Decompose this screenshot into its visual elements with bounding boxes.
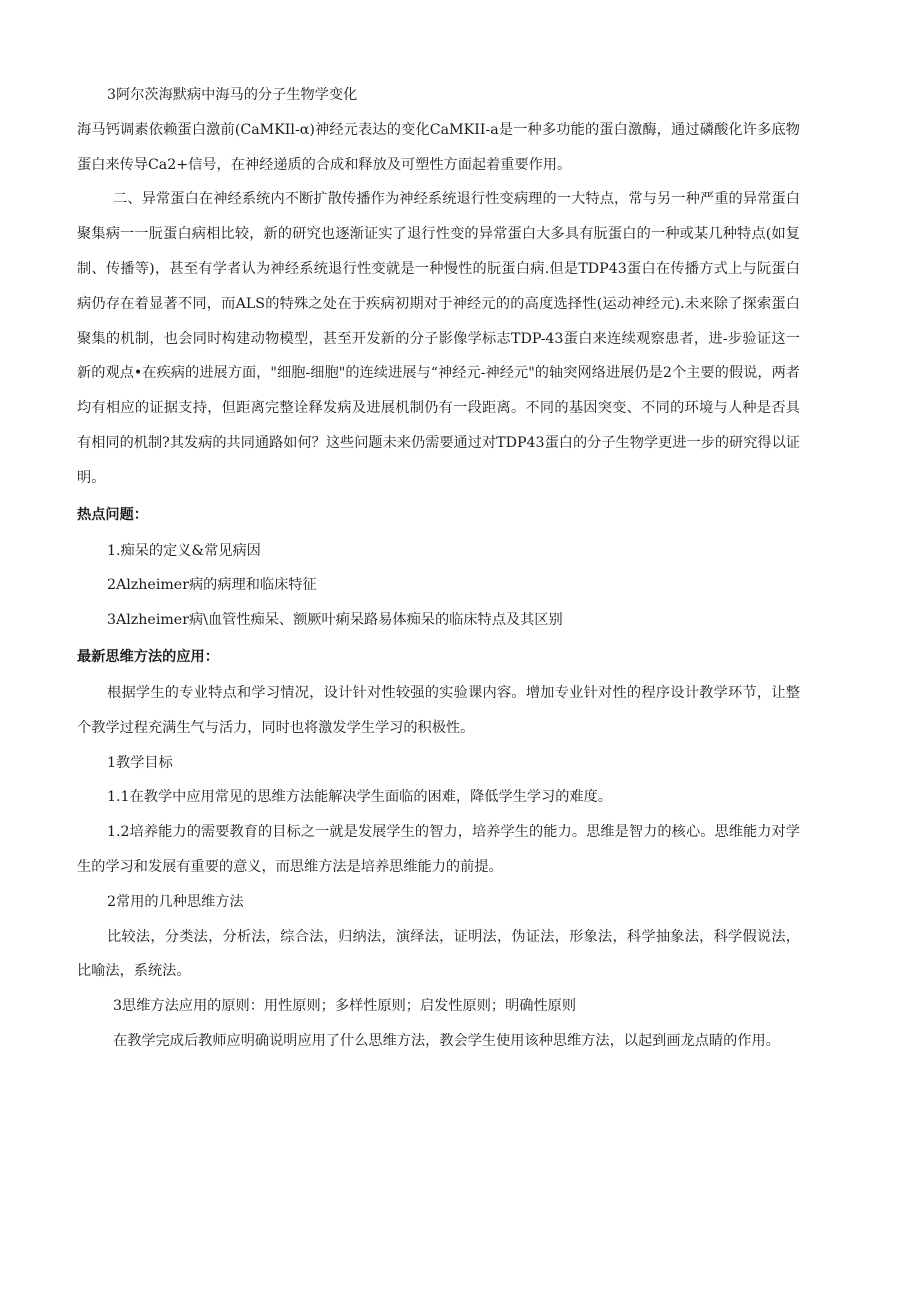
- heading-thinking-methods: 最新思维方法的应用：: [77, 648, 219, 665]
- paragraph-closing: 在教学完成后教师应明确说明应用了什么思维方法，教会学生使用该种思维方法，以起到画龙点睛的作用。: [113, 1032, 780, 1049]
- heading-hot-topics: 热点问题：: [77, 506, 148, 523]
- paragraph-methods-list: 比较法，分类法，分析法，综合法，归纳法，演绎法，证明法，伪证法，形象法，科学抽象法，科学假说法，比喻法，系统法。: [77, 928, 800, 980]
- paragraph-principles: 3思维方法应用的原则：用性原则；多样性原则；启发性原则；明确性原则: [113, 998, 577, 1015]
- subheading-teaching-goals: 1教学目标: [107, 754, 173, 771]
- paragraph-abnormal-protein: 二、异常蛋白在神经系统内不断扩散传播作为神经系统退行性变病理的一大特点，常与另一种严重的异常蛋白聚集病一一朊蛋白病相比较，新的研究也逐渐证实了退行性变的异常蛋白大多具有朊蛋白的一种或某几种特点(如复制、传播等)，甚至有学者认为神经系统退行性变就是一种慢性的朊蛋白病.但是TDP43蛋白在传播方式上与阮蛋白病仍存在着显著不同，而ALS的特殊之处在于疾病初期对于神经元的的高度选择性(运动神经元).未来除了探索蛋白聚集的机制，也会同时构建动物模型，甚至开发新的分子影像学标志TDP-43蛋白来连续观察患者，进-步验证这一新的观点•在疾病的进展方面，"细胞-细胞"的连续进展与“神经元-神经元"的轴突网络进展仍是2个主要的假说，两者均有相应的证据支持，但距离完整诠释发病及进展机制仍有一段距离。不同的基因突变、不同的环境与人种是否具有相同的机制?其发病的共同通路如何？这些问题未来仍需要通过对TDP43蛋白的分子生物学更进一步的研究得以证明。: [77, 191, 800, 486]
- hot-topic-item-1: 1.痴呆的定义&常见病因: [107, 542, 261, 559]
- paragraph-camkii: 海马钙调素依赖蛋白激前(CaMKIl-α)神经元表达的变化CaMKII-a是一种多功能的蛋白激酶，通过磷酸化许多底物蛋白来传导Ca2+信号，在神经递质的合成和释放及可塑性方面起着重要作用。: [77, 121, 800, 173]
- paragraph-method-intro: 根据学生的专业特点和学习情况，设计针对性较强的实验课内容。增加专业针对性的程序设计教学环节，让整个教学过程充满生气与活力，同时也将激发学生学习的积极性。: [77, 684, 800, 736]
- document-body: [77, 78, 800, 1059]
- paragraph-goal-1-2: 1.2培养能力的需要教育的目标之一就是发展学生的智力，培养学生的能力。思维是智力的核心。思维能力对学生的学习和发展有重要的意义，而思维方法是培养思维能力的前提。: [77, 824, 800, 875]
- subheading-common-methods: 2常用的几种思维方法: [107, 893, 244, 910]
- section-title-hippocampus: 3阿尔茨海默病中海马的分子生物学变化: [107, 87, 358, 103]
- hot-topic-item-2: 2Alzheimer病的病理和临床特征: [107, 577, 317, 594]
- hot-topic-item-3: 3Alzheimer病\血管性痴呆、额厥叶痢呆路易体痴呆的临床特点及其区别: [107, 612, 563, 629]
- paragraph-goal-1-1: 1.1在教学中应用常见的思维方法能解决学生面临的困难，降低学生学习的难度。: [107, 789, 612, 806]
